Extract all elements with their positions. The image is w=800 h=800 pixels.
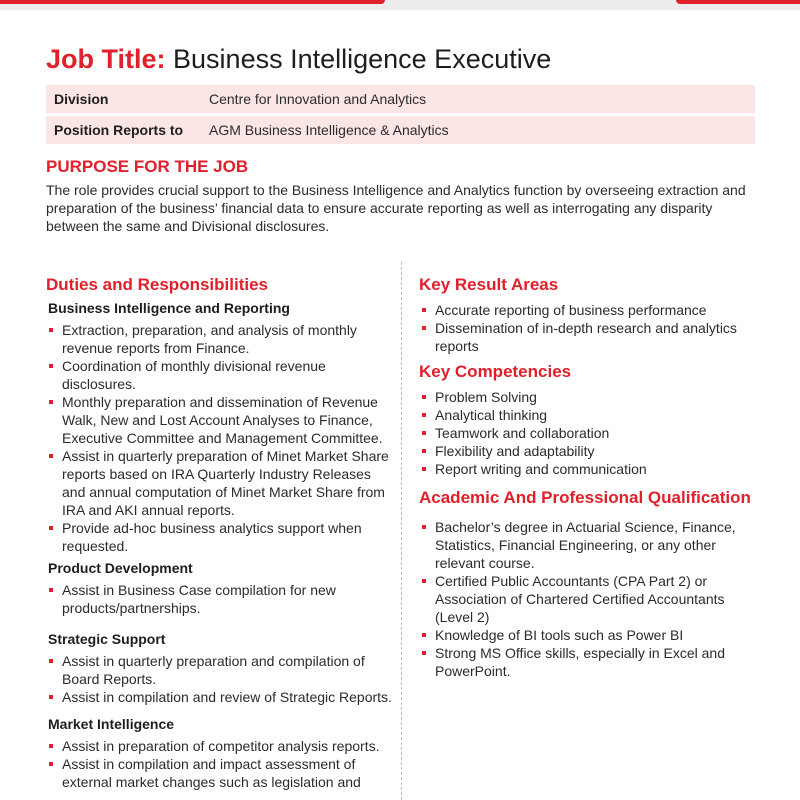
reports-to-row bbox=[46, 116, 755, 144]
list-item: Knowledge of BI tools such as Power BI bbox=[419, 626, 759, 644]
list-item: Bachelor’s degree in Actuarial Science, Finance, Statistics, Financial Engineering, or any other relevant course. bbox=[419, 518, 759, 572]
job-title-value: Business Intelligence Executive bbox=[173, 44, 552, 74]
reports-to-value: AGM Business Intelligence & Analytics bbox=[209, 122, 449, 138]
qualification-list bbox=[419, 518, 759, 680]
purpose-heading: PURPOSE FOR THE JOB bbox=[46, 157, 249, 176]
list-item: Coordination of monthly divisional revenue disclosures. bbox=[46, 357, 396, 393]
reports-to-label: Position Reports to bbox=[54, 122, 184, 138]
list-item: Assist in quarterly preparation and compilation of Board Reports. bbox=[46, 652, 396, 688]
key-competencies-list bbox=[419, 388, 759, 478]
list-item: Assist in quarterly preparation of Minet Market Share reports based on IRA Quarterly Industry Releases and annual computation of Minet Market Share from IRA and AKI annual reports. bbox=[46, 447, 396, 519]
purpose-text: The role provides crucial support to the Business Intelligence and Analytics function by overseeing extraction and preparation of the business’ financial data to ensure accurate reporting as well as interrogating any disparity between the same and Divisional disclosures. bbox=[46, 182, 746, 234]
list-item: Flexibility and adaptability bbox=[419, 442, 759, 460]
product-development-heading: Product Development bbox=[48, 560, 193, 576]
list-item: Extraction, preparation, and analysis of monthly revenue reports from Finance. bbox=[46, 321, 396, 357]
job-title-label: Job Title: bbox=[46, 44, 166, 74]
qualification-heading: Academic And Professional Qualification bbox=[419, 488, 751, 507]
division-label: Division bbox=[54, 91, 109, 107]
list-item: Certified Public Accountants (CPA Part 2) or Association of Chartered Certified Accountants (Level 2) bbox=[419, 572, 759, 626]
market-intelligence-list bbox=[46, 737, 396, 791]
page-title bbox=[46, 44, 551, 75]
list-item: Monthly preparation and dissemination of Revenue Walk, New and Lost Account Analyses to Finance, Executive Committee and Management Committee. bbox=[46, 393, 396, 447]
key-competencies-heading: Key Competencies bbox=[419, 362, 572, 381]
top-accent-bar-right bbox=[676, 0, 800, 4]
list-item: Report writing and communication bbox=[419, 460, 759, 478]
bi-reporting-heading: Business Intelligence and Reporting bbox=[48, 300, 290, 316]
key-result-areas-heading: Key Result Areas bbox=[419, 275, 559, 294]
list-item: Analytical thinking bbox=[419, 406, 759, 424]
duties-column bbox=[46, 274, 396, 791]
list-item: Provide ad-hoc business analytics support when requested. bbox=[46, 519, 396, 555]
product-development-list bbox=[46, 581, 396, 617]
list-item: Assist in compilation and impact assessment of external market changes such as legislation and bbox=[46, 755, 396, 791]
list-item: Assist in compilation and review of Strategic Reports. bbox=[46, 688, 396, 706]
market-intelligence-heading: Market Intelligence bbox=[48, 716, 175, 732]
requirements-column bbox=[419, 274, 759, 680]
strategic-support-list bbox=[46, 652, 396, 706]
position-info-table bbox=[46, 85, 755, 147]
column-divider bbox=[401, 262, 402, 800]
strategic-support-heading: Strategic Support bbox=[48, 631, 166, 647]
bi-reporting-list bbox=[46, 321, 396, 555]
list-item: Problem Solving bbox=[419, 388, 759, 406]
list-item: Accurate reporting of business performance bbox=[419, 301, 759, 319]
division-value: Centre for Innovation and Analytics bbox=[209, 91, 427, 107]
list-item: Teamwork and collaboration bbox=[419, 424, 759, 442]
top-accent-bar-left bbox=[0, 0, 385, 4]
duties-heading: Duties and Responsibilities bbox=[46, 275, 268, 294]
list-item: Assist in preparation of competitor analysis reports. bbox=[46, 737, 396, 755]
key-result-areas-list bbox=[419, 301, 759, 355]
list-item: Assist in Business Case compilation for new products/partnerships. bbox=[46, 581, 396, 617]
list-item: Dissemination of in-depth research and analytics reports bbox=[419, 319, 759, 355]
division-row bbox=[46, 85, 755, 113]
list-item: Strong MS Office skills, especially in Excel and PowerPoint. bbox=[419, 644, 759, 680]
